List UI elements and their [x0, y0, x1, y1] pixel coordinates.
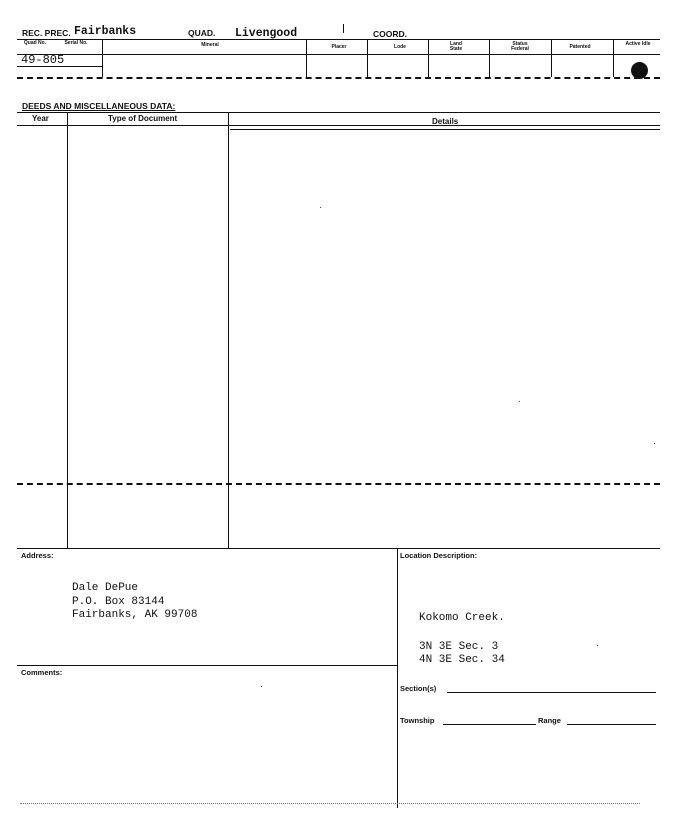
deeds-details-underline — [230, 129, 660, 130]
col-quad-no: Quad No. — [23, 40, 47, 46]
scan-speck — [519, 401, 520, 402]
address-line-2: P.O. Box 83144 — [72, 596, 165, 608]
location-line-1: 3N 3E Sec. 3 — [419, 641, 499, 653]
location-line-2: 4N 3E Sec. 34 — [419, 654, 505, 666]
scan-speck — [261, 686, 262, 687]
lower-divider — [397, 548, 398, 808]
col-placer: Placer — [331, 44, 347, 50]
deeds-bottom-line — [17, 548, 660, 549]
comments-label: Comments: — [21, 668, 63, 677]
quad-serial-underline — [17, 66, 102, 67]
range-label: Range — [538, 716, 561, 725]
col-sep-4 — [428, 39, 429, 77]
header-top-line — [17, 39, 660, 40]
deeds-col-type: Type of Document — [108, 114, 178, 123]
quad-label: QUAD. — [188, 28, 216, 38]
coord-tick — [343, 24, 344, 33]
scan-speck — [597, 645, 598, 646]
township-label: Township — [400, 716, 435, 725]
coord-label: COORD. — [373, 29, 407, 39]
col-status-federal: Status Federal — [511, 41, 529, 52]
header-bottom-dash — [17, 77, 660, 79]
sections-label: Section(s) — [400, 684, 437, 693]
col-land-state: Land State — [449, 41, 463, 52]
col-sep-2 — [306, 39, 307, 77]
location-creek: Kokomo Creek. — [419, 612, 505, 624]
comments-top-line — [17, 665, 397, 666]
sections-field-line[interactable] — [447, 692, 656, 693]
deeds-header-line — [17, 125, 660, 126]
col-mineral: Mineral — [201, 42, 219, 48]
deeds-col-details: Details — [432, 117, 459, 126]
range-field-line[interactable] — [567, 724, 656, 725]
col-active-idle: Active Idle — [625, 41, 651, 47]
deeds-mid-dash — [17, 483, 660, 485]
col-patented: Patented — [569, 44, 591, 50]
location-label: Location Description: — [400, 551, 478, 560]
quad-serial-value: 49-805 — [21, 53, 65, 67]
deeds-top-line — [17, 112, 660, 113]
scan-speck — [654, 443, 655, 444]
col-lode: Lode — [394, 44, 406, 50]
col-sep-5 — [489, 39, 490, 77]
rec-prec-label: REC. PREC. — [22, 28, 71, 38]
township-field-line[interactable] — [443, 724, 536, 725]
col-sep-1 — [102, 39, 103, 77]
col-sep-3 — [367, 39, 368, 77]
address-line-1: Dale DePue — [72, 582, 139, 594]
rec-prec-value: Fairbanks — [74, 25, 137, 38]
deeds-section-title: DEEDS AND MISCELLANEOUS DATA: — [22, 101, 176, 111]
deeds-col-year: Year — [32, 114, 49, 123]
col-sep-6 — [551, 39, 552, 77]
quad-value: Livengood — [235, 27, 298, 40]
scan-speck — [320, 207, 321, 208]
address-label: Address: — [21, 551, 54, 560]
col-serial-no: Serial No. — [64, 40, 88, 46]
col-sep-7 — [613, 39, 614, 77]
address-line-3: Fairbanks, AK 99708 — [72, 609, 198, 621]
bottom-scan-noise — [20, 803, 640, 806]
column-header-line — [17, 54, 660, 55]
